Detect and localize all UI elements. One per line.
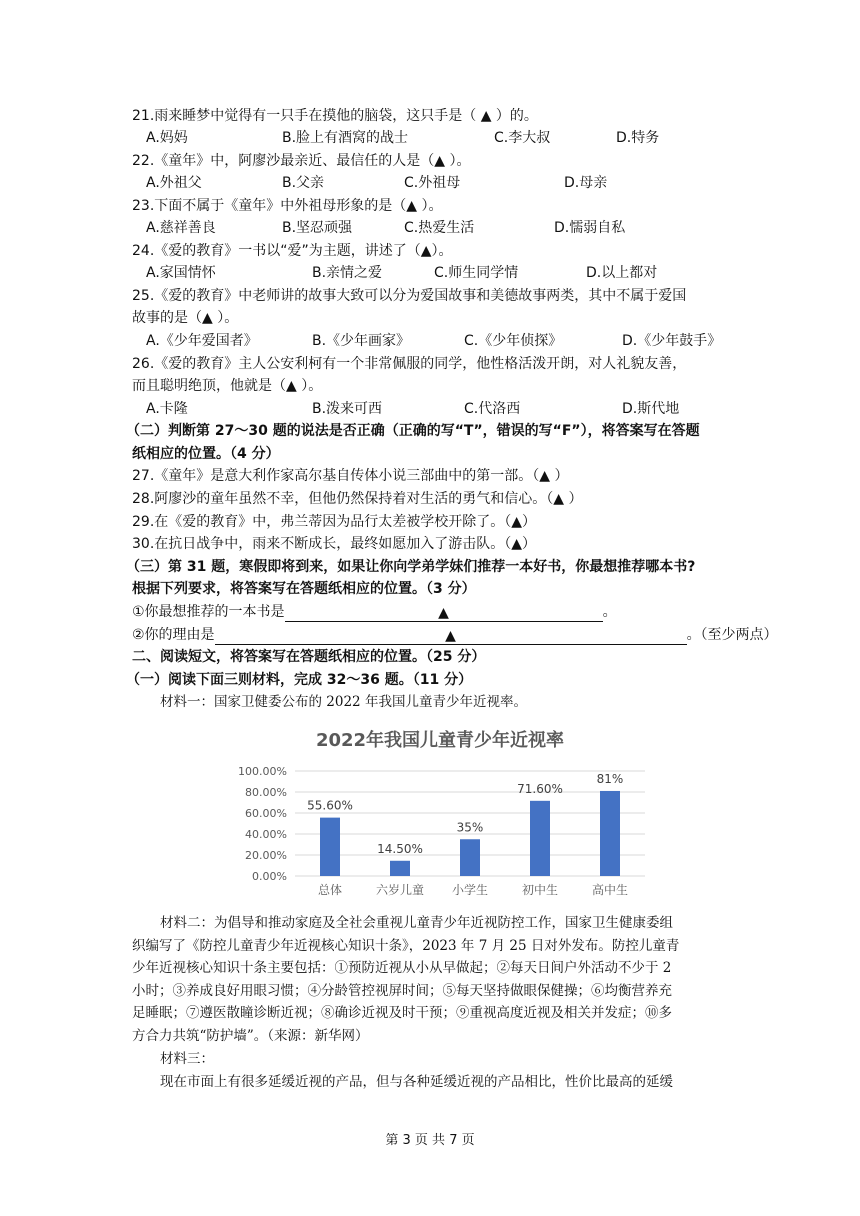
material-3-line-1: 现在市面上有很多延缓近视的产品，但与各种延缓近视的产品相比，性价比最高的延缓 (160, 1074, 673, 1090)
question-21-stem: 21.雨来睡梦中觉得有一只手在摸他的脑袋，这只手是（ ▲ ）的。 (132, 108, 538, 124)
q21-option-d: D.特务 (616, 130, 660, 146)
chart-x-tick-label: 高中生 (591, 883, 629, 897)
q26-option-c: C.代洛西 (464, 401, 521, 417)
judge-item-28: 28.阿廖沙的童年虽然不幸，但他仍然保持着对生活的勇气和信心。（▲ ） (132, 491, 583, 507)
question-23-stem: 23.下面不属于《童年》中外祖母形象的是（▲ ）。 (132, 198, 443, 214)
recommend-reason-line (132, 625, 778, 645)
q25-option-b: B.《少年画家》 (312, 333, 411, 349)
recommend-section-heading-line2: 根据下列要求，将答案写在答题纸相应的位置。（3 分） (132, 581, 476, 597)
chart-data-label: 81% (596, 771, 624, 786)
q24-option-c: C.师生同学情 (434, 265, 519, 281)
page-footer: 第 3 页 共 7 页 (385, 1133, 475, 1148)
material-3-title: 材料三： (160, 1051, 214, 1067)
chart-y-tick-label: 0.00% (252, 870, 287, 883)
chart-x-tick-label: 初中生 (521, 883, 559, 897)
chart-x-tick-label: 总体 (317, 883, 343, 897)
reading-part-heading: 二、阅读短文，将答案写在答题纸相应的位置。（25 分） (132, 649, 486, 665)
judge-section-heading-line1: （二）判断第 27～30 题的说法是否正确（正确的写“T”，错误的写“F”），将答案写在答题 (126, 423, 700, 439)
q25-option-d: D.《少年鼓手》 (622, 333, 722, 349)
judge-item-29: 29.在《爱的教育》中，弗兰蒂因为品行太差被学校开除了。（▲） (132, 514, 537, 530)
chart-y-tick-label: 20.00% (245, 849, 287, 862)
question-24-stem: 24.《爱的教育》一书以“爱”为主题，讲述了（▲）。 (132, 243, 453, 259)
chart-bar (530, 801, 550, 876)
material-2-line-6: 方合力共筑“防护墙”。（来源：新华网） (132, 1028, 369, 1044)
chart-x-tick-label: 小学生 (451, 883, 489, 897)
q26-option-d: D.斯代地 (622, 401, 680, 417)
q22-option-a: A.外祖父 (146, 175, 202, 191)
chart-x-tick-label: 六岁儿童 (375, 883, 425, 897)
chart-y-tick-label: 40.00% (245, 828, 287, 841)
answer-mark-icon: ▲ (438, 605, 449, 621)
judge-section-heading-line2: 纸相应的位置。（4 分） (132, 446, 280, 462)
chart-bar (460, 839, 480, 876)
answer-mark-icon: ▲ (445, 628, 456, 644)
judge-item-27: 27.《童年》是意大利作家高尔基自传体小说三部曲中的第一部。（▲ ） (132, 468, 569, 484)
recommend-reason-end: 。（至少两点） (686, 627, 778, 643)
chart-data-label: 35% (456, 820, 484, 835)
q23-option-c: C.热爱生活 (404, 220, 475, 236)
myopia-rate-bar-chart (215, 716, 655, 906)
chart-bar (320, 818, 340, 876)
chart-bar (600, 791, 620, 876)
recommend-book-end: 。 (602, 604, 617, 620)
recommend-book-blank (285, 603, 603, 622)
q24-option-a: A.家国情怀 (146, 265, 216, 281)
reading-sub-heading: （一）阅读下面三则材料，完成 32～36 题。（11 分） (126, 672, 473, 688)
material-2-line-5: 足睡眠；⑦遵医散瞳诊断近视；⑧确诊近视及时干预；⑨重视高度近视及相关并发症；⑩多 (132, 1005, 672, 1021)
q23-option-b: B.坚忍顽强 (282, 220, 353, 236)
q26-option-b: B.泼来可西 (312, 401, 383, 417)
q22-option-b: B.父亲 (282, 175, 325, 191)
recommend-book-prompt: ①你最想推荐的一本书是 (132, 604, 285, 620)
recommend-book-line (132, 602, 617, 622)
q25-option-a: A.《少年爱国者》 (146, 333, 258, 349)
q24-option-b: B.亲情之爱 (312, 265, 383, 281)
chart-data-label: 14.50% (377, 841, 423, 856)
chart-data-label: 71.60% (517, 781, 563, 796)
chart-x-axis (318, 882, 628, 897)
q22-option-d: D.母亲 (564, 175, 608, 191)
q26-option-a: A.卡隆 (146, 401, 188, 417)
chart-title: 2022年我国儿童青少年近视率 (315, 730, 565, 751)
recommend-reason-prompt: ②你的理由是 (132, 627, 215, 643)
chart-y-axis (238, 765, 287, 883)
q22-option-c: C.外祖母 (404, 175, 461, 191)
q25-option-c: C.《少年侦探》 (464, 333, 563, 349)
q21-option-c: C.李大叔 (494, 130, 551, 146)
q23-option-d: D.懦弱自私 (554, 220, 626, 236)
q21-option-a: A.妈妈 (146, 130, 188, 146)
chart-data-label: 55.60% (307, 798, 353, 813)
question-25-stem-line1: 25.《爱的教育》中老师讲的故事大致可以分为爱国故事和美德故事两类，其中不属于爱国 (132, 288, 687, 304)
judge-item-30: 30.在抗日战争中，雨来不断成长，最终如愿加入了游击队。（▲） (132, 536, 537, 552)
q24-option-d: D.以上都对 (586, 265, 658, 281)
chart-y-tick-label: 100.00% (238, 765, 287, 778)
question-22-stem: 22.《童年》中，阿廖沙最亲近、最信任的人是（▲ ）。 (132, 153, 471, 169)
material-2-line-3: 少年近视核心知识十条主要包括：①预防近视从小从早做起；②每天日间户外活动不少于 2 (132, 960, 672, 976)
material-2-line-4: 小时；③养成良好用眼习惯；④分龄管控视屏时间；⑤每天坚持做眼保健操；⑥均衡营养充 (132, 983, 672, 999)
question-26-stem-line1: 26.《爱的教育》主人公安利柯有一个非常佩服的同学，他性格活泼开朗，对人礼貌友善， (132, 356, 687, 372)
q21-option-b: B.脸上有酒窝的战士 (282, 130, 409, 146)
question-25-stem-line2: 故事的是（▲ ）。 (132, 310, 239, 326)
material-2-line-1: 材料二：为倡导和推动家庭及全社会重视儿童青少年近视防控工作，国家卫生健康委组 (160, 915, 673, 931)
recommend-section-heading-line1: （三）第 31 题，寒假即将到来，如果让你向学弟学妹们推荐一本好书，你最想推荐哪本书? (126, 559, 696, 575)
chart-y-tick-label: 60.00% (245, 807, 287, 820)
material-1-caption: 材料一：国家卫健委公布的 2022 年我国儿童青少年近视率。 (160, 694, 527, 710)
recommend-reason-blank (215, 626, 687, 645)
material-2-line-2: 织编写了《防控儿童青少年近视核心知识十条》，2023 年 7 月 25 日对外发布。防控儿童青 (132, 938, 680, 954)
chart-bar (390, 861, 410, 876)
question-26-stem-line2: 而且聪明绝顶，他就是（▲ ）。 (132, 378, 323, 394)
chart-y-tick-label: 80.00% (245, 786, 287, 799)
q23-option-a: A.慈祥善良 (146, 220, 216, 236)
